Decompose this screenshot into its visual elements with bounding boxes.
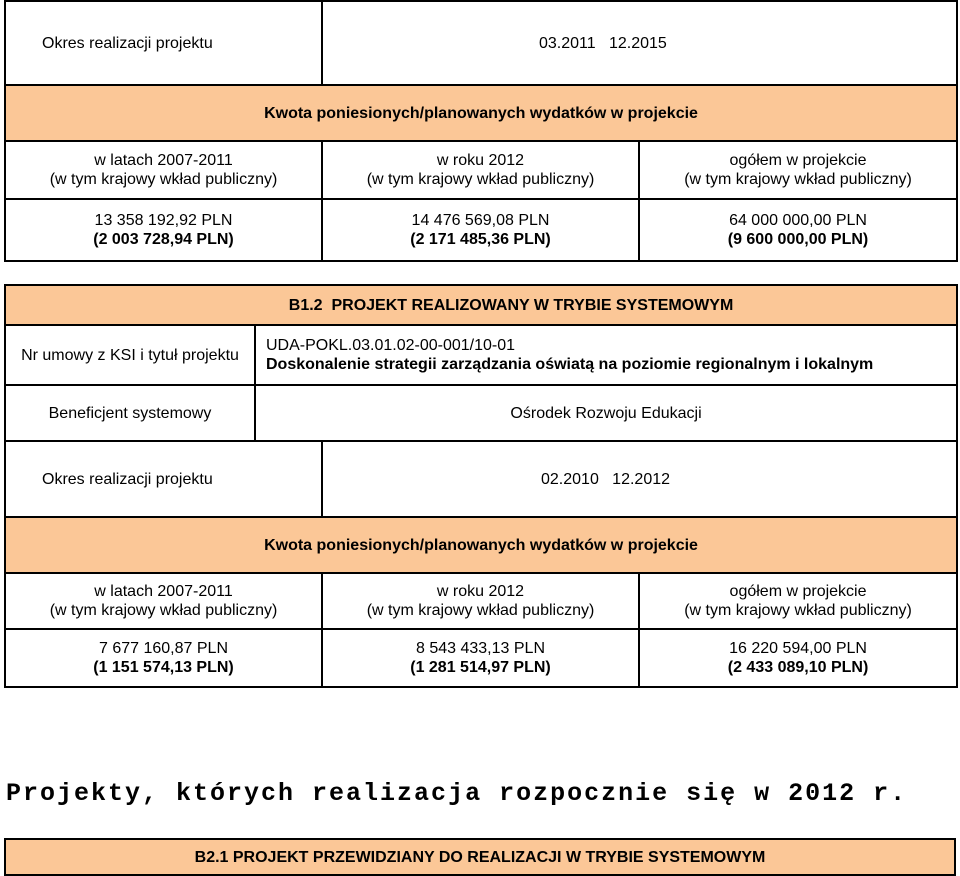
col-header-total <box>639 141 957 199</box>
section-b-title <box>5 285 957 325</box>
section-b-title-text: B1.2 PROJEKT REALIZOWANY W TRYBIE SYSTEMOWYM <box>288 296 734 314</box>
col-header-2012 <box>322 141 639 199</box>
col-header-2007-2011 <box>5 573 322 629</box>
col-header-line2: (w tym krajowy wkład publiczny) <box>49 171 278 188</box>
value-amount: 14 476 569,08 PLN <box>411 212 550 229</box>
value-2007-2011 <box>5 629 322 687</box>
contract-number: UDA-POKL.03.01.02-00-001/10-01 <box>266 337 516 354</box>
col-header-line2: (w tym krajowy wkład publiczny) <box>366 171 595 188</box>
project-title: Doskonalenie strategii zarządzania oświatą na poziomie regionalnym i lokalnym <box>266 356 874 373</box>
period-label <box>5 1 322 85</box>
value-national: (2 171 485,36 PLN) <box>410 231 551 248</box>
col-header-line1: w latach 2007-2011 <box>94 583 233 600</box>
col-header-line1: w roku 2012 <box>436 152 525 169</box>
contract-label: Nr umowy z KSI i tytuł projektu <box>5 325 255 385</box>
period-value-text: 02.2010 12.2012 <box>541 470 671 488</box>
value-national: (1 151 574,13 PLN) <box>93 659 234 676</box>
period-label <box>5 441 322 517</box>
value-national: (1 281 514,97 PLN) <box>410 659 551 676</box>
beneficiary-label: Beneficjent systemowy <box>5 385 255 441</box>
period-label-text: Okres realizacji projektu <box>42 470 213 488</box>
period-label-text: Okres realizacji projektu <box>42 34 213 52</box>
value-amount: 64 000 000,00 PLN <box>729 212 867 229</box>
costs-title: Kwota poniesionych/planowanych wydatków w projekcie <box>5 517 957 573</box>
col-header-line1: w roku 2012 <box>436 583 525 600</box>
col-header-2007-2011 <box>5 141 322 199</box>
col-header-line2: (w tym krajowy wkład publiczny) <box>49 602 278 619</box>
value-amount: 16 220 594,00 PLN <box>729 640 867 657</box>
section-c-title: B2.1 PROJEKT PRZEWIDZIANY DO REALIZACJI W TRYBIE SYSTEMOWYM <box>5 839 955 875</box>
value-amount: 13 358 192,92 PLN <box>94 212 233 229</box>
value-amount: 7 677 160,87 PLN <box>99 640 228 657</box>
value-total <box>639 629 957 687</box>
col-header-total <box>639 573 957 629</box>
project-table-b <box>4 284 958 688</box>
project-table-a <box>4 0 958 262</box>
col-header-line2: (w tym krajowy wkład publiczny) <box>366 602 595 619</box>
col-header-line1: w latach 2007-2011 <box>94 152 233 169</box>
value-total <box>639 199 957 261</box>
value-national: (9 600 000,00 PLN) <box>727 231 869 248</box>
value-2012 <box>322 199 639 261</box>
period-value-text: 03.2011 12.2015 <box>539 34 667 52</box>
col-header-2012 <box>322 573 639 629</box>
col-header-line1: ogółem w projekcie <box>729 152 867 169</box>
contract-details <box>255 325 957 385</box>
col-header-line1: ogółem w projekcie <box>729 583 867 600</box>
col-header-line2: (w tym krajowy wkład publiczny) <box>684 171 912 188</box>
value-2007-2011 <box>5 199 322 261</box>
period-value <box>322 441 957 517</box>
value-amount: 8 543 433,13 PLN <box>416 640 545 657</box>
value-national: (2 433 089,10 PLN) <box>727 659 869 676</box>
project-table-c <box>4 838 956 876</box>
section-heading: Projekty, których realizacja rozpocznie się w 2012 r. <box>6 779 908 808</box>
period-value <box>322 1 957 85</box>
beneficiary-value: Ośrodek Rozwoju Edukacji <box>255 385 957 441</box>
col-header-line2: (w tym krajowy wkład publiczny) <box>684 602 912 619</box>
value-2012 <box>322 629 639 687</box>
value-national: (2 003 728,94 PLN) <box>93 231 234 248</box>
costs-title: Kwota poniesionych/planowanych wydatków w projekcie <box>5 85 957 141</box>
